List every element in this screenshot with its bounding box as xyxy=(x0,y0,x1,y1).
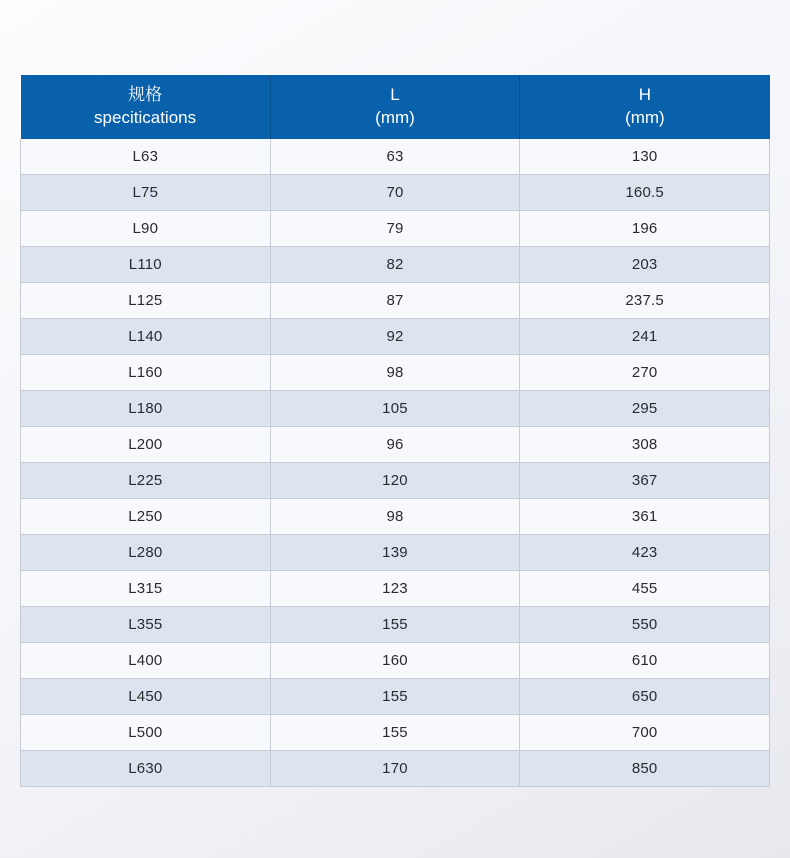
col-header-spec xyxy=(21,75,271,139)
table-cell: 170 xyxy=(270,751,520,787)
table-row xyxy=(21,499,770,535)
table-row xyxy=(21,427,770,463)
table-row xyxy=(21,607,770,643)
table-cell: 98 xyxy=(270,499,520,535)
table-cell: L315 xyxy=(21,571,271,607)
table-cell: L450 xyxy=(21,679,271,715)
table-cell: 160 xyxy=(270,643,520,679)
table-cell: 361 xyxy=(520,499,770,535)
table-cell: 610 xyxy=(520,643,770,679)
col-header-spec-cn: 规格 xyxy=(128,85,163,105)
table-cell: L125 xyxy=(21,283,271,319)
col-header-spec-en: specitications xyxy=(94,108,197,127)
col-header-h-label: H xyxy=(638,85,652,105)
table-cell: L160 xyxy=(21,355,271,391)
table-cell: L280 xyxy=(21,535,271,571)
table-cell: 155 xyxy=(270,607,520,643)
col-header-l-unit: (mm) xyxy=(375,108,415,127)
table-body xyxy=(21,139,770,787)
table-cell: 850 xyxy=(520,751,770,787)
table-cell: 123 xyxy=(270,571,520,607)
table-row xyxy=(21,571,770,607)
table-row xyxy=(21,391,770,427)
table-cell: 155 xyxy=(270,715,520,751)
table-cell: L180 xyxy=(21,391,271,427)
table-cell: 423 xyxy=(520,535,770,571)
table-cell: L75 xyxy=(21,175,271,211)
table-row xyxy=(21,463,770,499)
table-row xyxy=(21,751,770,787)
table-cell: 63 xyxy=(270,139,520,175)
table-header-row xyxy=(21,75,770,139)
table-cell: 367 xyxy=(520,463,770,499)
table-row xyxy=(21,355,770,391)
table-cell: 105 xyxy=(270,391,520,427)
table-row xyxy=(21,247,770,283)
table-cell: 550 xyxy=(520,607,770,643)
col-header-h-unit: (mm) xyxy=(625,108,665,127)
table-cell: 270 xyxy=(520,355,770,391)
table-cell: 130 xyxy=(520,139,770,175)
table-row xyxy=(21,211,770,247)
table-cell: 160.5 xyxy=(520,175,770,211)
table-row xyxy=(21,679,770,715)
table-cell: 82 xyxy=(270,247,520,283)
spec-table-container xyxy=(20,75,770,787)
table-cell: L140 xyxy=(21,319,271,355)
table-row xyxy=(21,283,770,319)
table-cell: L200 xyxy=(21,427,271,463)
table-cell: 700 xyxy=(520,715,770,751)
table-cell: 155 xyxy=(270,679,520,715)
table-cell: 295 xyxy=(520,391,770,427)
table-cell: L355 xyxy=(21,607,271,643)
table-cell: 92 xyxy=(270,319,520,355)
table-cell: L225 xyxy=(21,463,271,499)
table-row xyxy=(21,643,770,679)
table-cell: 70 xyxy=(270,175,520,211)
table-cell: 120 xyxy=(270,463,520,499)
col-header-h xyxy=(520,75,770,139)
table-cell: 241 xyxy=(520,319,770,355)
table-row xyxy=(21,715,770,751)
table-cell: 237.5 xyxy=(520,283,770,319)
table-cell: L63 xyxy=(21,139,271,175)
table-cell: L90 xyxy=(21,211,271,247)
table-cell: 308 xyxy=(520,427,770,463)
spec-table xyxy=(20,75,770,787)
table-cell: 96 xyxy=(270,427,520,463)
table-cell: L630 xyxy=(21,751,271,787)
table-row xyxy=(21,139,770,175)
table-cell: 196 xyxy=(520,211,770,247)
table-cell: L500 xyxy=(21,715,271,751)
col-header-l-label: L xyxy=(390,85,400,105)
col-header-l xyxy=(270,75,520,139)
table-cell: L400 xyxy=(21,643,271,679)
table-cell: 455 xyxy=(520,571,770,607)
table-cell: 139 xyxy=(270,535,520,571)
table-cell: 87 xyxy=(270,283,520,319)
table-cell: L250 xyxy=(21,499,271,535)
table-cell: 79 xyxy=(270,211,520,247)
table-row xyxy=(21,175,770,211)
table-header xyxy=(21,75,770,139)
table-row xyxy=(21,535,770,571)
table-cell: 650 xyxy=(520,679,770,715)
table-cell: L110 xyxy=(21,247,271,283)
table-cell: 98 xyxy=(270,355,520,391)
table-row xyxy=(21,319,770,355)
table-cell: 203 xyxy=(520,247,770,283)
